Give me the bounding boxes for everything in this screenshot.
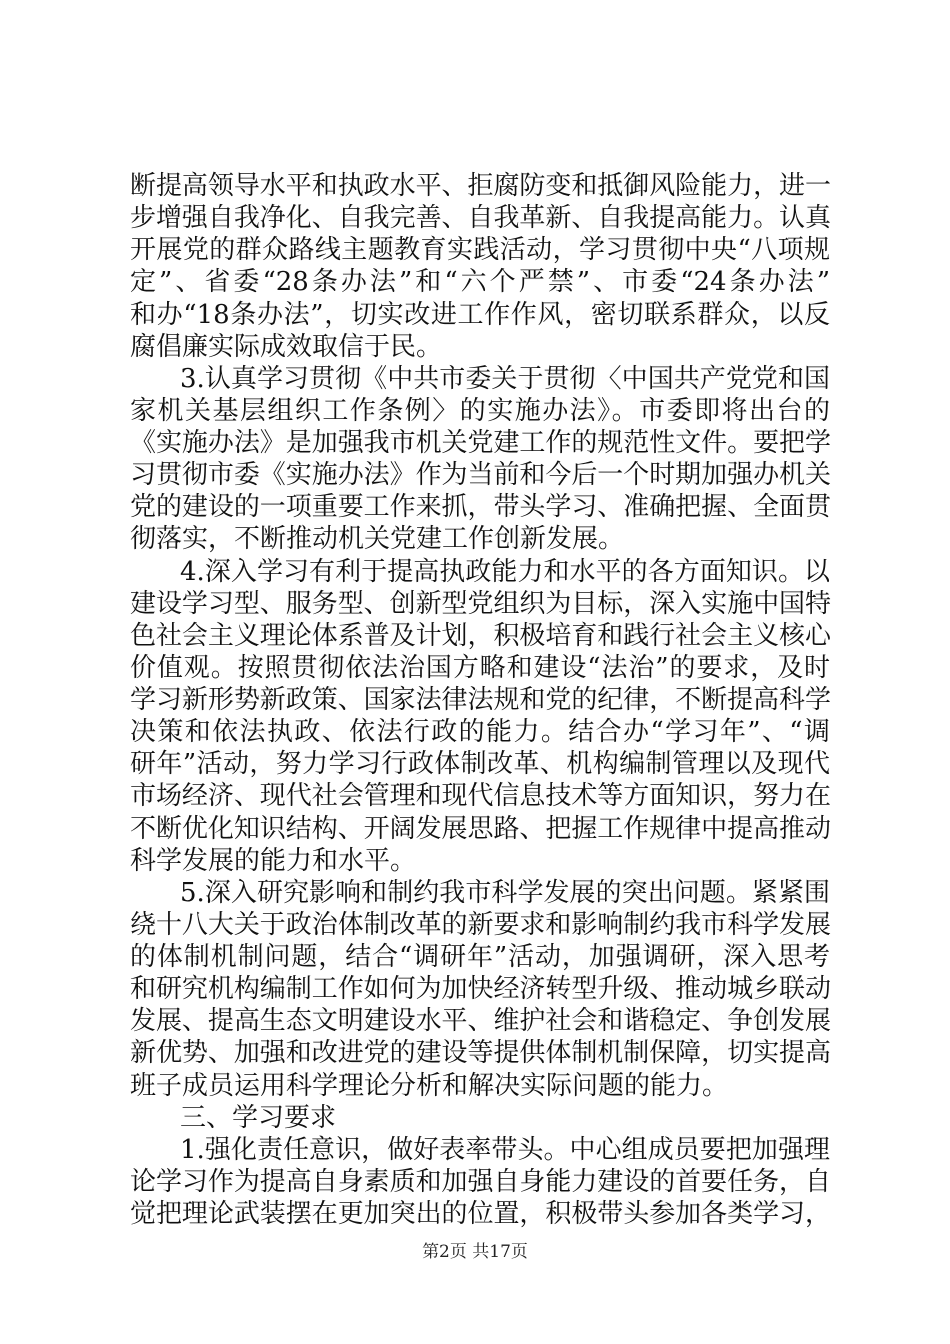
paragraph-4-line-5: 发展、提高生态文明建设水平、维护社会和谐稳定、争创发展 — [130, 1006, 830, 1036]
paragraph-4-line-2: 绕十八大关于政治体制改革的新要求和影响制约我市科学发展 — [130, 910, 830, 940]
paragraph-5-line-3: 觉把理论武装摆在更加突出的位置，积极带头参加各类学习， — [130, 1199, 830, 1229]
paragraph-3-line-3: 色社会主义理论体系普及计划，积极培育和践行社会主义核心 — [130, 621, 830, 651]
paragraph-1-line-6: 腐倡廉实际成效取信于民。 — [130, 332, 443, 362]
paragraph-1-line-2: 步增强自我净化、自我完善、自我革新、自我提高能力。认真 — [130, 203, 830, 233]
paragraph-3-line-7: 研年”活动，努力学习行政体制改革、机构编制管理以及现代 — [130, 749, 830, 779]
paragraph-1-line-3: 开展党的群众路线主题教育实践活动，学习贯彻中央“八项规 — [130, 235, 830, 265]
paragraph-4-line-6: 新优势、加强和改进党的建设等提供体制机制保障，切实提高 — [130, 1038, 830, 1068]
paragraph-2-line-2: 家机关基层组织工作条例〉的实施办法》。市委即将出台的 — [130, 396, 830, 426]
paragraph-3-line-8: 市场经济、现代社会管理和现代信息技术等方面知识，努力在 — [130, 781, 830, 811]
section-heading: 三、学习要求 — [180, 1103, 337, 1133]
paragraph-2-line-6: 彻落实，不断推动机关党建工作创新发展。 — [130, 524, 625, 554]
paragraph-5-line-1: 1.强化责任意识，做好表率带头。中心组成员要把加强理 — [180, 1135, 830, 1165]
paragraph-3-line-5: 学习新形势新政策、国家法律法规和党的纪律，不断提高科学 — [130, 685, 830, 715]
paragraph-4-line-3: 的体制机制问题，结合“调研年”活动，加强调研，深入思考 — [130, 942, 830, 972]
paragraph-3-line-4: 价值观。按照贯彻依法治国方略和建设“法治”的要求，及时 — [130, 653, 830, 683]
paragraph-3-line-6: 决策和依法执政、依法行政的能力。结合办“学习年”、“调 — [130, 717, 830, 747]
paragraph-1-line-1: 断提高领导水平和执政水平、拒腐防变和抵御风险能力，进一 — [130, 171, 830, 201]
paragraph-4-line-1: 5.深入研究影响和制约我市科学发展的突出问题。紧紧围 — [180, 878, 830, 908]
paragraph-2-line-4: 习贯彻市委《实施办法》作为当前和今后一个时期加强办机关 — [130, 460, 830, 490]
paragraph-2-line-3: 《实施办法》是加强我市机关党建工作的规范性文件。要把学 — [130, 428, 830, 458]
paragraph-1-line-5: 和办“18条办法”，切实改进工作作风，密切联系群众，以反 — [130, 300, 830, 330]
paragraph-4-line-4: 和研究机构编制工作如何为加快经济转型升级、推动城乡联动 — [130, 974, 830, 1004]
paragraph-2-line-5: 党的建设的一项重要工作来抓，带头学习、准确把握、全面贯 — [130, 492, 830, 522]
paragraph-3-line-10: 科学发展的能力和水平。 — [130, 846, 417, 876]
paragraph-3-line-2: 建设学习型、服务型、创新型党组织为目标，深入实施中国特 — [130, 589, 830, 619]
page-number-footer: 第2页 共17页 — [422, 1242, 528, 1262]
paragraph-5-line-2: 论学习作为提高自身素质和加强自身能力建设的首要任务，自 — [130, 1167, 830, 1197]
paragraph-3-line-9: 不断优化知识结构、开阔发展思路、把握工作规律中提高推动 — [130, 814, 830, 844]
paragraph-1-line-4: 定”、省委“28条办法”和“六个严禁”、市委“24条办法” — [130, 267, 830, 297]
paragraph-2-line-1: 3.认真学习贯彻《中共市委关于贯彻〈中国共产党党和国 — [180, 364, 830, 394]
paragraph-3-line-1: 4.深入学习有利于提高执政能力和水平的各方面知识。以 — [180, 557, 830, 587]
paragraph-4-line-7: 班子成员运用科学理论分析和解决实际问题的能力。 — [130, 1071, 729, 1101]
